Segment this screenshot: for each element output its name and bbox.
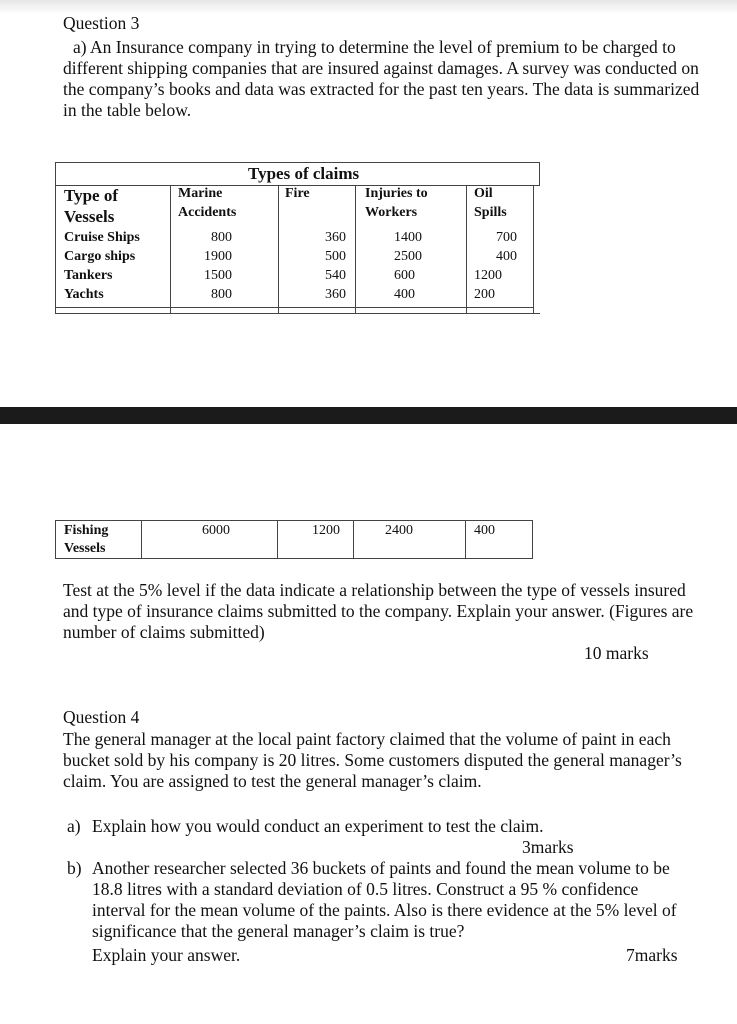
question-3-test-text: Test at the 5% level if the data indicate a relationship between the type of vessels insured and type of insurance claims submitted to the company. Explain your answer. (Figures are number of claims submitted) <box>63 580 694 642</box>
question-4-title: Question 4 <box>63 707 140 727</box>
col-header-injuries-2: Workers <box>365 205 418 220</box>
col-header-oil-2: Spills <box>474 205 507 220</box>
question-3-title: Question 3 <box>63 13 140 33</box>
table-cell: 360 <box>325 230 346 245</box>
table-cell: 800 <box>211 230 232 245</box>
table-cell: 400 <box>496 249 517 264</box>
table-divider <box>533 185 534 313</box>
table-cell: 540 <box>325 268 346 283</box>
question-4-a-text: Explain how you would conduct an experiment to test the claim. <box>92 816 544 836</box>
table-cell: 2500 <box>394 249 422 264</box>
table-cell: 700 <box>496 230 517 245</box>
col-header-marine: Marine <box>178 186 223 201</box>
question-4-b-last-line: Explain your answer. <box>92 945 241 965</box>
question-3-part-a: a) An Insurance company in trying to determine the level of premium to be charged to different shipping companies that are insured against damages. A survey was conducted on the company’s books and data was extracted for the past ten years. The data is summarized in the table below. <box>63 37 700 120</box>
table-cell: 6000 <box>202 523 230 538</box>
table-divider <box>170 185 171 313</box>
black-separator-bar <box>0 407 737 424</box>
table-divider <box>466 185 467 313</box>
table-cell: 2400 <box>385 523 413 538</box>
question-3-marks: 10 marks <box>584 643 649 663</box>
table-cell: 1400 <box>394 230 422 245</box>
question-4-b-label: b) <box>67 858 82 878</box>
question-4-b-marks: 7marks <box>626 945 678 965</box>
table-cell: 1200 <box>312 523 340 538</box>
table-cell: 1900 <box>204 249 232 264</box>
table-divider <box>355 185 356 313</box>
row-label: Tankers <box>64 268 113 283</box>
table-cell: 360 <box>325 287 346 302</box>
row-header-line2: Vessels <box>64 207 115 226</box>
row-label: Fishing <box>64 523 109 538</box>
table-cell: 500 <box>325 249 346 264</box>
claims-table <box>55 162 540 314</box>
table-cell: 600 <box>394 268 415 283</box>
table-cell: 400 <box>394 287 415 302</box>
row-label: Cruise Ships <box>64 230 140 245</box>
row-label: Yachts <box>64 287 104 302</box>
question-4-b-text: Another researcher selected 36 buckets of paints and found the mean volume to be 18.8 litres with a standard deviation of 0.5 litres. Construct a 95 % confidence interval for the mean volume of the paints. Also is there evidence at the 5% level of significance that the general manager’s claim is true? <box>92 858 677 941</box>
col-header-marine-2: Accidents <box>178 205 237 220</box>
question-4-a-marks: 3marks <box>522 837 574 857</box>
top-shadow <box>0 0 737 14</box>
col-header-fire: Fire <box>285 186 310 201</box>
row-label: Vessels <box>64 541 106 556</box>
row-label: Cargo ships <box>64 249 136 264</box>
fishing-vessels-row <box>55 520 533 559</box>
question-4-a-label: a) <box>67 816 81 836</box>
table-cell: 400 <box>474 523 495 538</box>
table-cell: 800 <box>211 287 232 302</box>
table-cell: 200 <box>474 287 495 302</box>
row-header-line1: Type of <box>64 186 118 205</box>
group-header: Types of claims <box>248 164 360 183</box>
table-cell: 1500 <box>204 268 232 283</box>
col-header-oil: Oil <box>474 186 493 201</box>
table-divider <box>278 185 279 313</box>
question-4-intro: The general manager at the local paint factory claimed that the volume of paint in each bucket sold by his company is 20 litres. Some customers disputed the general manager’s claim. You are assigned to test the general manager’s claim. <box>63 729 682 791</box>
col-header-injuries: Injuries to <box>365 186 428 201</box>
table-cell: 1200 <box>474 268 502 283</box>
